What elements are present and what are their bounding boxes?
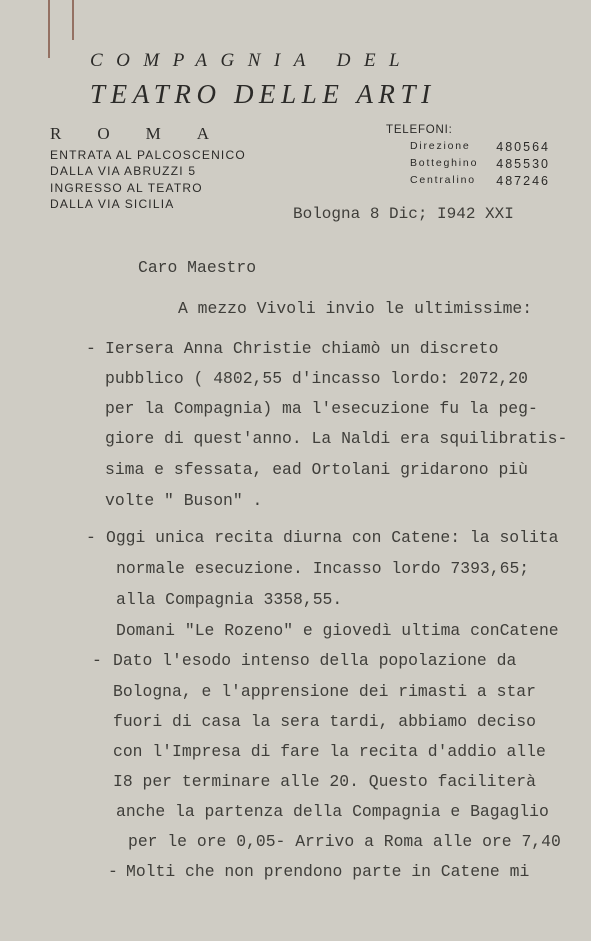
body-line: per la Compagnia) ma l'esecuzione fu la peg- bbox=[105, 399, 538, 418]
address-line: DALLA VIA ABRUZZI 5 bbox=[50, 164, 197, 178]
phone-number: 485530 bbox=[496, 157, 550, 171]
phone-row bbox=[410, 174, 550, 188]
body-line: volte " Buson" . bbox=[105, 491, 263, 510]
body-line: Iersera Anna Christie chiamò un discreto bbox=[105, 339, 499, 358]
intro-line: A mezzo Vivoli invio le ultimissime: bbox=[178, 299, 533, 318]
body-line: Bologna, e l'apprensione dei rimasti a star bbox=[113, 682, 536, 701]
body-line: Dato l'esodo intenso della popolazione da bbox=[113, 651, 517, 670]
fold-line bbox=[48, 0, 50, 58]
paragraph-dash: - bbox=[108, 862, 118, 881]
body-line: alla Compagnia 3358,55. bbox=[116, 590, 343, 609]
phone-number: 487246 bbox=[496, 174, 550, 188]
paragraph-dash: - bbox=[86, 339, 96, 358]
body-line: con l'Impresa di fare la recita d'addio alle bbox=[113, 742, 546, 761]
body-line: pubblico ( 4802,55 d'incasso lordo: 2072,20 bbox=[105, 369, 528, 388]
body-line: giore di quest'anno. La Naldi era squilibratis- bbox=[105, 429, 568, 448]
phone-row bbox=[410, 157, 550, 171]
phone-label: Botteghino bbox=[410, 157, 479, 169]
body-line: Oggi unica recita diurna con Catene: la solita bbox=[106, 528, 559, 547]
paragraph-dash: - bbox=[92, 651, 102, 670]
phone-label: Centralino bbox=[410, 174, 476, 186]
letterhead-company: COMPAGNIA DEL bbox=[90, 50, 414, 71]
letter-date: Bologna 8 Dic; I942 XXI bbox=[293, 205, 514, 223]
body-line: anche la partenza della Compagnia e Bagaglio bbox=[116, 802, 549, 821]
body-line: sima e sfessata, ead Ortolani gridarono più bbox=[105, 460, 528, 479]
fold-line bbox=[72, 0, 74, 40]
phone-row bbox=[410, 140, 550, 154]
phones-label: TELEFONI: bbox=[386, 124, 453, 136]
body-line: I8 per terminare alle 20. Questo faciliterà bbox=[113, 772, 536, 791]
body-line: Molti che non prendono parte in Catene mi bbox=[126, 862, 530, 881]
body-line: fuori di casa la sera tardi, abbiamo deciso bbox=[113, 712, 536, 731]
salutation: Caro Maestro bbox=[138, 258, 257, 277]
paragraph-dash: - bbox=[86, 528, 96, 547]
letterhead-theatre: TEATRO DELLE ARTI bbox=[90, 79, 436, 109]
address-line: ENTRATA AL PALCOSCENICO bbox=[50, 148, 246, 162]
address-line: DALLA VIA SICILIA bbox=[50, 197, 175, 211]
body-line: Domani "Le Rozeno" e giovedì ultima conCatene bbox=[116, 621, 559, 640]
body-line: normale esecuzione. Incasso lordo 7393,65; bbox=[116, 559, 530, 578]
address-line: INGRESSO AL TEATRO bbox=[50, 181, 203, 195]
body-line: per le ore 0,05- Arrivo a Roma alle ore 7,40 bbox=[128, 832, 561, 851]
paper-fold-marks bbox=[0, 0, 78, 60]
letterhead-city: ROMA bbox=[50, 124, 246, 143]
phone-number: 480564 bbox=[496, 140, 550, 154]
phone-label: Direzione bbox=[410, 140, 471, 152]
